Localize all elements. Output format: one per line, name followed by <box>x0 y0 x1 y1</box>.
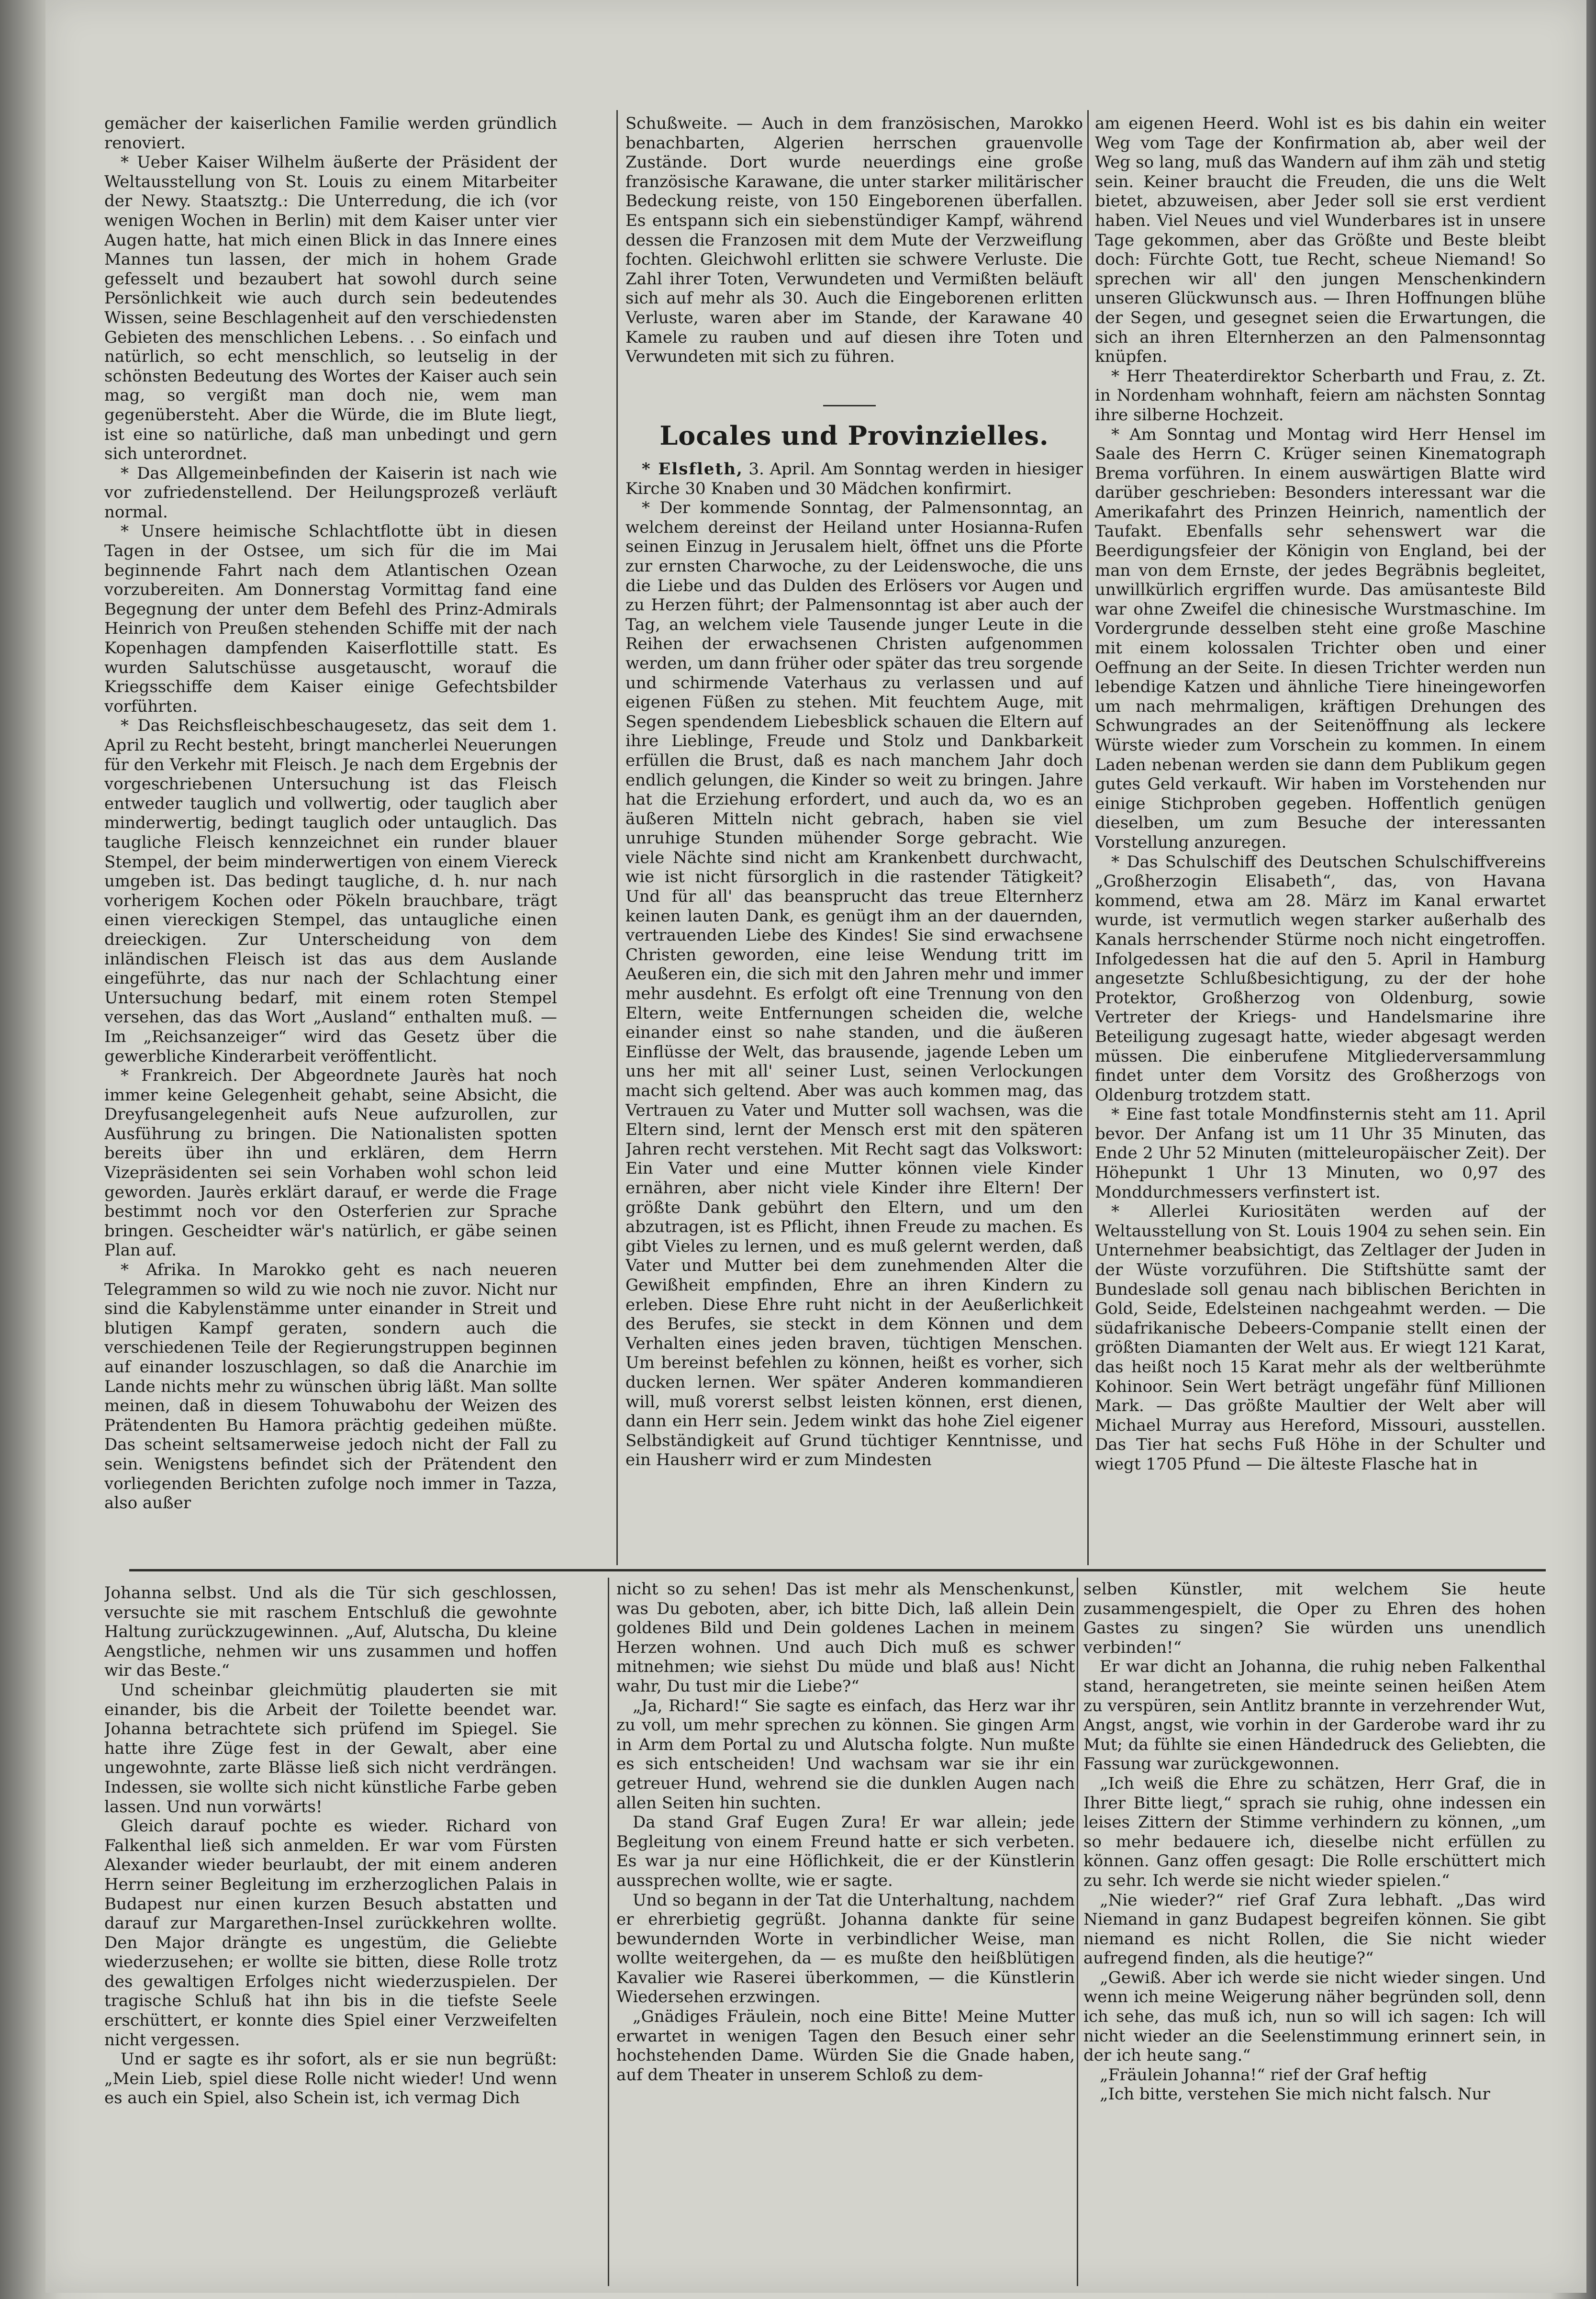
paragraph: „Ja, Richard!“ Sie sagte es einfach, das Herz war ihr zu voll, um mehr sprechen zu können. Sie gingen Arm in Arm dem Portal zu und Alutscha folgte. Nun mußte es sich entscheiden! Und wachsam war sie ihr ein getreuer Hund, wehrend sie die dunklen Augen nach allen Seiten hin suchten. <box>616 1696 1075 1813</box>
paragraph: nicht so zu sehen! Das ist mehr als Menschenkunst, was Du geboten, aber, ich bitte Dich, laß allein Dein goldenes Bild und Dein goldenes Lachen in meinem Herzen wohnen. Und auch Dich muß es schwer mitnehmen; wie siehst Du müde und blaß aus! Nicht wahr, Du tust mir die Liebe?“ <box>616 1580 1075 1696</box>
column-rule-1 <box>616 110 618 1565</box>
paragraph: 3. April. Am Sonntag werden in hiesiger Kirche 30 Knaben und 30 Mädchen konfirmirt. <box>625 460 1083 498</box>
feuilleton-column-2 <box>616 1580 1075 2287</box>
paragraph: „Gnädiges Fräulein, noch eine Bitte! Meine Mutter erwartet in wenigen Tagen den Besuch einer sehr hochstehenden Dame. Würden Sie die Gnade haben, auf dem Theater in unserem Schloß zu dem- <box>616 2007 1075 2085</box>
column-1 <box>104 114 557 1560</box>
paragraph: „Ich weiß die Ehre zu schätzen, Herr Graf, die in Ihrer Bitte liegt,“ sprach sie ruhig, ohne indessen ein leises Zittern der Stimme verhindern zu können, „um so mehr bedauere ich, dieselbe nicht erfüllen zu können. Ganz offen gesagt: Die Rolle erschüttert mich zu sehr. Ich werde sie nicht wieder spielen.“ <box>1083 1773 1546 1890</box>
paragraph: Und er sagte es ihr sofort, als er sie nun begrüßt: „Mein Lieb, spiel diese Rolle nicht wieder! Und wenn es auch ein Spiel, also Schein ist, ich vermag Dich <box>104 2050 557 2108</box>
paragraph: „Nie wieder?“ rief Graf Zura lebhaft. „Das wird Niemand in ganz Budapest begreifen können. Sie gibt niemand es nicht Rollen, die Sie nicht wieder aufregend finden, als die heutige?“ <box>1083 1890 1546 1968</box>
dateline: * Elsfleth, <box>642 460 743 479</box>
column-3 <box>1095 114 1546 1560</box>
column-2-top <box>625 114 1083 401</box>
paragraph: * Der kommende Sonntag, der Palmensonntag, an welchem dereinst der Heiland unter Hosianna-Rufen seinen Einzug in Jerusalem hielt, öffnet uns die Pforte zur ernsten Charwoche, zu der Leidenswoche, die uns die Liebe und das Dulden des Erlösers vor Augen und zu Herzen führt; der Palmensonntag ist aber auch der Tag, an welchem viele Tausende junger Leute in die Reihen der erwachsenen Christen aufgenommen werden, um dann früher oder später das treu sorgende und schirmende Vaterhaus zu verlassen und auf eigenen Füßen zu stehen. Mit feuchtem Auge, mit Segen spendendem Liebesblick schauen die Eltern auf ihre Lieblinge, Freude und Stolz und Dankbarkeit erfüllen die Brust, daß es nach manchem Jahr doch endlich gelungen, die Kinder so weit zu bringen. Jahre hat die Erziehung erfordert, und auch da, wo es an äußeren Mitteln nicht gebrach, haben sie viel unruhige Stunden mühender Sorge gebracht. Wie viele Nächte sind nicht am Krankenbett durchwacht, wie ist nicht fürsorglich in die rastender Tätigkeit? Und für all' das beansprucht das treue Elternherz keinen lauten Dank, es genügt ihm an der dauernden, vertrauenden Liebe des Kindes! Sie sind erwachsene Christen geworden, eine leise Wendung tritt im Aeußeren ein, die sich mit den Jahren mehr und immer mehr ausdehnt. Es erfolgt oft eine Trennung von den Eltern, weite Entfernungen scheiden die, welche einander einst so nahe standen, und die äußeren Einflüsse der Welt, das brausende, jagende Leben um uns her mit all' seiner Lust, seinen Verlockungen macht sich geltend. Aber was auch kommen mag, das Vertrauen zu Vater und Mutter soll wachsen, was die Eltern sind, lernt der Mensch erst mit den späteren Jahren recht verstehen. Mit Recht sagt das Volkswort: Ein Vater und eine Mutter können viele Kinder ernähren, aber nicht viele Kinder ihre Eltern! Der größte Dank gebührt den Eltern, und um den abzutragen, ist es Pflicht, ihnen Freude zu machen. Es gibt Vieles zu lernen, und es muß gelernt werden, daß Vater und Mutter bei dem zunehmenden Alter die Gewißheit empfinden, Ehre an ihren Kindern zu erleben. Diese Ehre ruht nicht in der Aeußerlichkeit des Berufes, sie steckt in dem Können und dem Verhalten eines jeden braven, tüchtigen Menschen. Um bereinst befehlen zu können, heißt es vorher, sich ducken lernen. Wer später Anderen kommandieren will, muß vorerst selbst leisten können, erst dienen, dann ein Herr sein. Jedem winkt das hohe Ziel eigener Selbständigkeit auf Grund tüchtiger Kenntnisse, und ein Hausherr wird er zum Mindesten <box>625 498 1083 1470</box>
column-rule-4 <box>1077 1578 1078 2286</box>
feuilleton-column-3 <box>1083 1580 1546 2287</box>
short-rule <box>823 405 876 406</box>
paragraph: „Fräulein Johanna!“ rief der Graf heftig <box>1100 2065 1427 2085</box>
paragraph: * Das Reichsfleischbeschaugesetz, das seit dem 1. April zu Recht besteht, bringt mancherlei Neuerungen für den Verkehr mit Fleisch. Je nach dem Ergebnis der vorgeschriebenen Untersuchung ist das Fleisch entweder tauglich und vollwertig, oder tauglich aber minderwertig, bedingt tauglich oder untauglich. Das taugliche Fleisch kennzeichnet ein runder blauer Stempel, der beim minderwertigen von einem Viereck umgeben ist. Das bedingt taugliche, d. h. nur nach vorherigem Kochen oder Pökeln brauchbare, trägt einen viereckigen Stempel, das untaugliche einen dreieckigen. Zur Unterscheidung von dem inländischen Fleisch ist das aus dem Auslande eingeführte, das nur nach der Schlachtung einer Untersuchung bedarf, mit einem roten Stempel versehen, das das Wort „Ausland“ enthalten muß. — Im „Reichsanzeiger“ wird das Gesetz über die gewerbliche Kinderarbeit veröffentlicht. <box>104 716 557 1066</box>
paragraph: Und so begann in der Tat die Unterhaltung, nachdem er ehrerbietig gegrüßt. Johanna dankte für seine bewundernden Worte in verbindlicher Weise, man wollte weitergehen, da — es mußte den heißblütigen Kavalier wie Raserei überkommen, — die Künstlerin Wiedersehen erzwingen. <box>616 1890 1075 2007</box>
paragraph: * Das Allgemeinbefinden der Kaiserin ist nach wie vor zufriedenstellend. Der Heilungsprozeß verläuft normal. <box>104 463 557 522</box>
paragraph: Und scheinbar gleichmütig plauderten sie mit einander, bis die Arbeit der Toilette beendet war. Johanna betrachtete sich prüfend im Spiegel. Sie hatte ihre Züge fest in der Gewalt, aber eine ungewohnte, zarte Blässe ließ sich nicht verdrängen. Indessen, sie wollte sich nicht künstliche Farbe geben lassen. Und nun vorwärts! <box>104 1680 557 1817</box>
paragraph: * Eine fast totale Mondfinsternis steht am 11. April bevor. Der Anfang ist um 11 Uhr 35 Minuten, das Ende 2 Uhr 52 Minuten (mitteleuropäischer Zeit). Der Höhepunkt 1 Uhr 13 Minuten, wo 0,97 des Monddurchmessers verfinstert ist. <box>1095 1105 1546 1202</box>
paragraph: Johanna selbst. Und als die Tür sich geschlossen, versuchte sie mit raschem Entschluß die gewohnte Haltung zurückzugewinnen. „Auf, Alutscha, Du kleine Aengstliche, nehmen wir uns zusammen und hoffen wir das Beste.“ <box>104 1583 557 1681</box>
paragraph: * Frankreich. Der Abgeordnete Jaurès hat noch immer keine Gelegenheit gehabt, seine Absicht, die Dreyfusangelegenheit aufs Neue aufzurollen, zur Ausführung zu bringen. Die Nationalisten spotten bereits über ihn und erklären, dem Herrn Vizepräsidenten sei sein Vorhaben wohl schon leid geworden. Jaurès erklärt darauf, er werde die Frage bestimmt noch vor den Osterferien zur Sprache bringen. Gescheidter wär's natürlich, er gäbe seinen Plan auf. <box>104 1066 557 1260</box>
paragraph: * Herr Theaterdirektor Scherbarth und Frau, z. Zt. in Nordenham wohnhaft, feiern am nächsten Sonntag ihre silberne Hochzeit. <box>1095 366 1546 425</box>
feuilleton-column-1 <box>104 1583 557 2287</box>
paragraph: gemächer der kaiserlichen Familie werden gründlich renoviert. <box>104 114 557 153</box>
paragraph: * Unsere heimische Schlachtflotte übt in diesen Tagen in der Ostsee, um sich für die im Mai beginnende Fahrt nach dem Atlantischen Ozean vorzubereiten. Am Donnerstag Vormittag fand eine Begegnung der unter dem Befehl des Prinz-Admirals Heinrich von Preußen stehenden Schiffe mit der nach Kopenhagen dampfenden Kaiserflottille statt. Es wurden Salutschüsse ausgetauscht, worauf die Kriegsschiffe dem Kaiser einige Gefechtsbilder vorführten. <box>104 522 557 716</box>
feuilleton-separator <box>129 1569 1546 1571</box>
paragraph: Er war dicht an Johanna, die ruhig neben Falkenthal stand, herangetreten, sie meinte seinen heißen Atem zu verspüren, sein Antlitz brannte in verzehrender Wut, Angst, angst, wie vorhin in der Garderobe ward ihr zu Mut; da fühlte sie einen Händedruck des Geliebten, die Fassung war zurückgewonnen. <box>1083 1657 1546 1774</box>
section-heading: Locales und Provinzielles. <box>659 420 1049 451</box>
column-2-local-news <box>625 460 1083 1560</box>
paragraph: Gleich darauf pochte es wieder. Richard von Falkenthal ließ sich anmelden. Er war vom Fürsten Alexander wieder beurlaubt, der mit einem anderen Herrn seiner Begleitung im erzherzoglichen Palais in Budapest nur einen kurzen Besuch abstatten und darauf zur Margarethen-Insel zurückkehren wollte. Den Major drängte es ungestüm, die Geliebte wiederzusehen; er wollte sie bitten, diese Rolle trotz des gewaltigen Erfolges nicht wiederzuspielen. Der tragische Schluß hat ihn bis in die tiefste Seele erschüttert, er konnte dies Spiel einer Verzweifelten nicht vergessen. <box>104 1817 557 2050</box>
paragraph: selben Künstler, mit welchem Sie heute zusammengespielt, die Oper zu Ehren des hohen Gastes zu singen? Sie würden uns unendlich verbinden!“ <box>1083 1580 1546 1657</box>
column-rule-3 <box>608 1578 609 2286</box>
paragraph: * Am Sonntag und Montag wird Herr Hensel im Saale des Herrn C. Krüger seinen Kinematograph Brema vorführen. In einem auswärtigen Blatte wird darüber geschrieben: Besonders interessant war die Amerikafahrt des Prinzen Heinrich, namentlich der Taufakt. Ebenfalls sehr sehenswert war die Beerdigungsfeier der Königin von England, bei der man von dem Ernste, der jedes Begräbnis begleitet, unwillkürlich ergriffen wurde. Das amüsanteste Bild war ohne Zweifel die chinesische Wurstmaschine. Im Vordergrunde desselben steht eine große Maschine mit einem kolossalen Trichter oben und einer Oeffnung an der Seite. In diesen Trichter werden nun lebendige Katzen und ähnliche Tiere hineingeworfen um nach mehrmaligen, kräftigen Drehungen des Schwungrades an der Seitenöffnung als leckere Würste wieder zum Vorschein zu kommen. In einem Laden nebenan werden sie dann dem Publikum gegen gutes Geld verkauft. Wir haben im Vorstehenden nur einige Stichproben gegeben. Hoffentlich genügen dieselben, um zum Besuche der interessanten Vorstellung anzuregen. <box>1095 425 1546 852</box>
column-rule-2 <box>1087 110 1089 1565</box>
paragraph: „Ich bitte, verstehen Sie mich nicht falsch. Nur <box>1100 2085 1490 2104</box>
paragraph: „Gewiß. Aber ich werde sie nicht wieder singen. Und wenn ich meine Weigerung näher begründen soll, denn ich sehe, das muß ich, nun so will ich sagen: Ich will nicht wieder an die Seelenstimmung erinnert sein, in der ich heute sang.“ <box>1083 1968 1546 2065</box>
paragraph: Schußweite. — Auch in dem französischen, Marokko benachbarten, Algerien herrschen grauenvolle Zustände. Dort wurde neuerdings eine große französische Karawane, die unter starker militärischer Bedeckung reiste, von 150 Eingeborenen überfallen. Es entspann sich ein siebenstündiger Kampf, während dessen die Franzosen mit dem Mute der Verzweiflung fochten. Gleichwohl erlitten sie schwere Verluste. Die Zahl ihrer Toten, Verwundeten und Vermißten beläuft sich auf mehr als 30. Auch die Eingeborenen erlitten Verluste, waren aber im Stande, der Karawane 40 Kamele zu rauben und auf diesen ihre Toten und Verwundeten mit sich zu führen. <box>625 114 1083 367</box>
paragraph: * Ueber Kaiser Wilhelm äußerte der Präsident der Weltausstellung von St. Louis zu einem Mitarbeiter der Newy. Staatsztg.: Die Unterredung, die ich (vor wenigen Wochen in Berlin) mit dem Kaiser unter vier Augen hatte, hat mich einen Blick in das Innere eines Mannes tun lassen, der mich in hohem Grade gefesselt und bezaubert hat sowohl durch seine Persönlichkeit wie auch durch sein bedeutendes Wissen, seine Beschlagenheit auf den verschiedensten Gebieten des menschlichen Lebens. . . So einfach und natürlich, so echt menschlich, so leutselig in der schönsten Bedeutung des Wortes der Kaiser auch sein mag, so vergißt man doch nie, wem man gegenübersteht. Aber die Würde, die im Blute liegt, ist eine so natürliche, daß man unbedingt und gern sich unterordnet. <box>104 153 557 464</box>
paragraph: * Allerlei Kuriositäten werden auf der Weltausstellung von St. Louis 1904 zu sehen sein. Ein Unternehmer beabsichtigt, das Zeltlager der Juden in der Wüste vorzuführen. Die Stiftshütte samt der Bundeslade soll genau nach biblischen Berichten in Gold, Seide, Edelsteinen nachgeahmt werden. — Die südafrikanische Debeers-Companie stellt einen der größten Diamanten der Welt aus. Er wiegt 121 Karat, das heißt noch 15 Karat mehr als der weltberühmte Kohinoor. Sein Wert beträgt ungefähr fünf Millionen Mark. — Das größte Maultier der Welt aber will Michael Murray aus Hereford, Missouri, ausstellen. Das Tier hat sechs Fuß Höhe in der Schulter und wiegt 1705 Pfund — Die älteste Flasche hat in <box>1095 1202 1546 1474</box>
paragraph: Da stand Graf Eugen Zura! Er war allein; jede Begleitung von einem Freund hatte er sich verbeten. Es war ja nur eine Höflichkeit, die er der Künstlerin aussprechen wollte, wie er sagte. <box>616 1813 1075 1890</box>
paragraph: * Afrika. In Marokko geht es nach neueren Telegrammen so wild zu wie noch nie zuvor. Nicht nur sind die Kabylenstämme unter einander in Streit und blutigen Kampf geraten, sondern auch die verschiedenen Teile der Regierungstruppen beginnen auf einander loszuschlagen, so daß die Anarchie im Lande nichts mehr zu wünschen übrig läßt. Man sollte meinen, daß in diesem Tohuwabohu der Weizen des Prätendenten Bu Hamora prächtig gedeihen müßte. Das scheint seltsamerweise jedoch nicht der Fall zu sein. Wenigstens befindet sich der Prätendent den vorliegenden Berichten zufolge noch immer in Tazza, also außer <box>104 1260 557 1513</box>
paragraph: * Das Schulschiff des Deutschen Schulschiffvereins „Großherzogin Elisabeth“, das, von Havana kommend, etwa am 28. März im Kanal erwartet wurde, ist vermutlich wegen starker außerhalb des Kanals herrschender Stürme noch nicht eingetroffen. Infolgedessen hat die auf den 5. April in Hamburg angesetzte Schlußbesichtigung, zu der der hohe Protektor, Großherzog von Oldenburg, sowie Vertreter der Kriegs- und Handelsmarine ihre Beteiligung zugesagt hatte, wieder abgesagt werden müssen. Die einberufene Mitgliederversammlung findet unter dem Vorsitz des Großherzogs von Oldenburg trotzdem statt. <box>1095 852 1546 1105</box>
paragraph: am eigenen Heerd. Wohl ist es bis dahin ein weiter Weg vom Tage der Konfirmation ab, aber weil der Weg so lang, muß das Wandern auf ihm zäh und stetig sein. Keiner braucht die Freuden, die uns die Welt bietet, abzuweisen, aber Jeder soll sie erst verdient haben. Viel Neues und viel Wunderbares ist in unsere Tage gekommen, aber das Größte und Beste bleibt doch: Fürchte Gott, tue Recht, scheue Niemand! So sprechen wir all' den jungen Menschenkindern unseren Glückwunsch aus. — Ihren Hoffnungen blühe der Segen, und gesegnet seien die Erwartungen, die sich an ihren Elternherzen an den Palmensonntag knüpfen. <box>1095 114 1546 367</box>
